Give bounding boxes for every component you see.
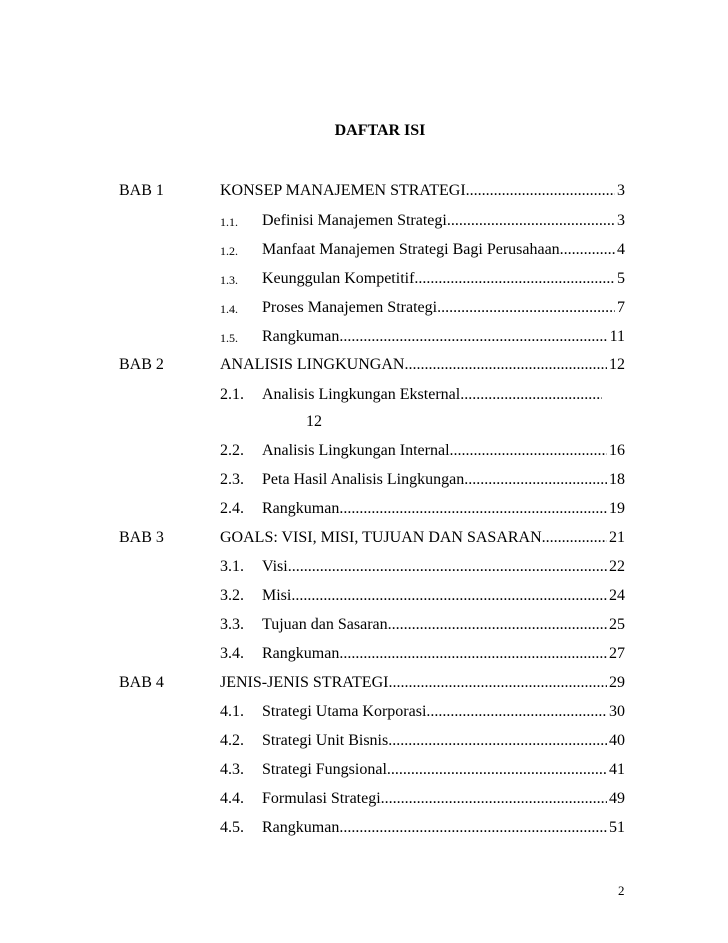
section-title: Definisi Manajemen Strategi [262, 212, 447, 229]
section-number: 2.2. [220, 442, 244, 459]
chapter-title: GOALS: VISI, MISI, TUJUAN DAN SASARAN [220, 529, 542, 546]
section-number: 2.4. [220, 500, 244, 517]
leader-dots [388, 674, 607, 692]
section-number: 1.3. [220, 273, 238, 287]
section-page: 41 [609, 761, 625, 778]
section-page: 11 [609, 328, 625, 345]
leader-dots [460, 386, 602, 404]
section-number: 4.2. [220, 732, 244, 749]
leader-dots [466, 182, 615, 200]
page-number: 2 [618, 883, 625, 898]
leader-dots [414, 270, 615, 288]
page-title: DAFTAR ISI [334, 122, 426, 139]
chapter-label: BAB 1 [119, 182, 164, 199]
section-number: 3.1. [220, 558, 244, 575]
chapter-page: 29 [609, 674, 625, 691]
section-title: Strategi Unit Bisnis [262, 732, 389, 749]
section-number: 4.4. [220, 790, 244, 807]
section-title: Visi [262, 558, 288, 575]
leader-dots [464, 471, 607, 489]
section-page: 7 [617, 299, 625, 316]
leader-dots [288, 558, 607, 576]
leader-dots [387, 761, 607, 779]
section-title: Strategi Fungsional [262, 761, 387, 778]
chapter-page: 21 [609, 529, 625, 546]
leader-dots [291, 587, 607, 605]
section-number: 2.3. [220, 471, 244, 488]
leader-dots [381, 790, 607, 808]
leader-dots [426, 703, 607, 721]
leader-dots [560, 241, 615, 259]
chapter-title: KONSEP MANAJEMEN STRATEGI [220, 182, 466, 199]
section-number: 1.5. [220, 331, 238, 345]
section-title: Tujuan dan Sasaran [262, 616, 388, 633]
section-number: 3.3. [220, 616, 244, 633]
section-number: 3.4. [220, 645, 244, 662]
leader-dots [450, 442, 607, 460]
leader-dots [542, 529, 607, 547]
leader-dots [339, 328, 607, 346]
section-title: Rangkuman [262, 500, 340, 517]
leader-dots [339, 819, 607, 837]
section-page: 27 [609, 645, 625, 662]
section-title: Rangkuman [262, 645, 340, 662]
leader-dots [437, 299, 615, 317]
section-title: Peta Hasil Analisis Lingkungan [262, 471, 465, 488]
section-title: Keunggulan Kompetitif [262, 270, 415, 287]
chapter-page: 12 [609, 356, 625, 373]
section-page: 12 [306, 413, 322, 430]
section-number: 2.1. [220, 386, 244, 403]
section-number: 4.5. [220, 819, 244, 836]
section-page: 24 [609, 587, 625, 604]
chapter-label: BAB 3 [119, 529, 164, 546]
section-title: Rangkuman [262, 819, 340, 836]
section-page: 19 [609, 500, 625, 517]
chapter-title: ANALISIS LINGKUNGAN [220, 356, 405, 373]
section-title: Analisis Lingkungan Eksternal [262, 386, 461, 403]
section-title: Manfaat Manajemen Strategi Bagi Perusahaan [262, 241, 560, 258]
leader-dots [404, 356, 607, 374]
chapter-label: BAB 4 [119, 674, 164, 691]
section-number: 1.1. [220, 215, 238, 229]
leader-dots [388, 616, 607, 634]
section-page: 16 [609, 442, 625, 459]
section-number: 4.3. [220, 761, 244, 778]
section-number: 3.2. [220, 587, 244, 604]
section-page: 4 [617, 241, 625, 258]
section-title: Analisis Lingkungan Internal [262, 442, 450, 459]
section-title: Misi [262, 587, 292, 604]
chapter-label: BAB 2 [119, 356, 164, 373]
section-title: Proses Manajemen Strategi [262, 299, 438, 316]
section-page: 51 [609, 819, 625, 836]
chapter-page: 3 [617, 182, 625, 199]
section-title: Formulasi Strategi [262, 790, 381, 807]
section-title: Rangkuman [262, 328, 340, 345]
section-title: Strategi Utama Korporasi [262, 703, 427, 720]
leader-dots [339, 500, 607, 518]
section-page: 22 [609, 558, 625, 575]
section-page: 40 [609, 732, 625, 749]
leader-dots [388, 732, 607, 750]
section-page: 25 [609, 616, 625, 633]
section-number: 1.2. [220, 244, 238, 258]
section-page: 3 [617, 212, 625, 229]
section-page: 30 [609, 703, 625, 720]
section-page: 5 [617, 270, 625, 287]
leader-dots [447, 212, 615, 230]
section-number: 1.4. [220, 302, 238, 316]
section-page: 18 [609, 471, 625, 488]
section-page: 49 [609, 790, 625, 807]
leader-dots [339, 645, 607, 663]
chapter-title: JENIS-JENIS STRATEGI [220, 674, 389, 691]
section-number: 4.1. [220, 703, 244, 720]
